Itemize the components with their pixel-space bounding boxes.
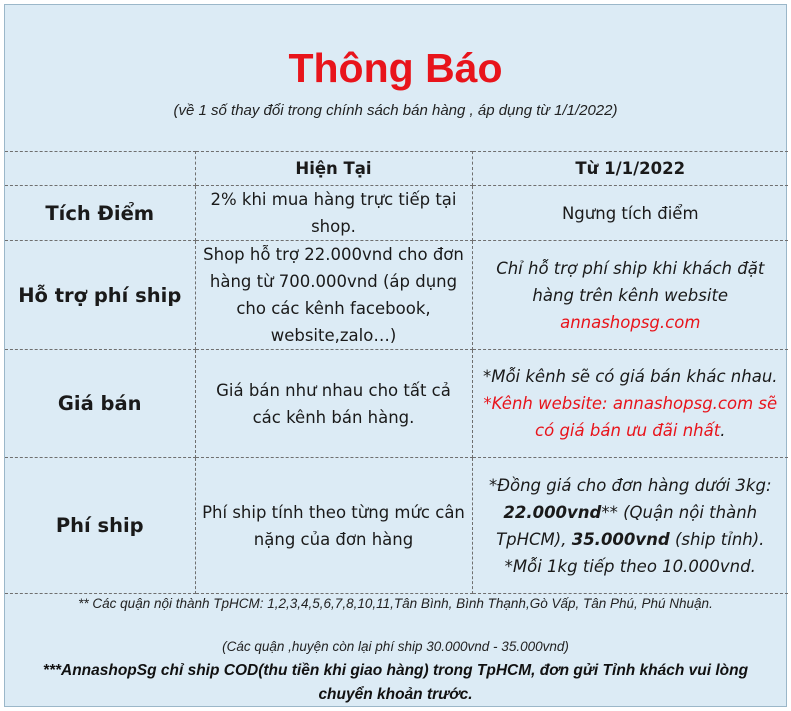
footnote-cod: ***AnnashopSg chỉ ship COD(thu tiền khi giao hàng) trong TpHCM, đơn gửi Tỉnh khách vui lòng chuyển khoản trước. <box>42 662 749 703</box>
policy-table <box>5 151 788 594</box>
notice-panel <box>4 4 787 707</box>
table-row-shipping-fee <box>5 458 788 594</box>
price-new <box>472 350 788 458</box>
header-current: Hiện Tại <box>195 152 472 186</box>
shipping-fee-new-p3: (ship tỉnh). <box>674 529 765 549</box>
shipping-price-inner: 22.000vnd <box>503 502 602 522</box>
shipping-price-province: 35.000vnd <box>571 529 670 549</box>
footnote-other-districts: (Các quận ,huyện còn lại phí ship 30.000vnd - 35.000vnd) <box>222 639 569 654</box>
ship-support-new <box>472 241 788 350</box>
shipping-fee-current: Phí ship tính theo từng mức cân nặng của đơn hàng <box>195 458 472 594</box>
price-new-line1: *Mỗi kênh sẽ có giá bán khác nhau. <box>482 367 778 386</box>
price-current: Giá bán như nhau cho tất cả các kênh bán hàng. <box>195 350 472 458</box>
shipping-fee-new <box>472 458 788 594</box>
ship-support-current: Shop hỗ trợ 22.000vnd cho đơn hàng từ 700.000vnd (áp dụng cho các kênh facebook, website,zalo…) <box>195 241 472 350</box>
price-new-line2-end: . <box>720 421 726 440</box>
row-label-ship-support: Hỗ trợ phí ship <box>5 241 195 350</box>
notice-subtitle: (về 1 số thay đổi trong chính sách bán hàng , áp dụng từ 1/1/2022) <box>173 102 618 119</box>
shipping-fee-new-p4: *Mỗi 1kg tiếp theo 10.000vnd. <box>504 556 756 576</box>
table-row-ship-support <box>5 241 788 350</box>
table-row-points <box>5 186 788 241</box>
points-new: Ngưng tích điểm <box>472 186 788 241</box>
shipping-fee-new-p2: ** (Quận nội thành TpHCM), <box>496 502 758 549</box>
row-label-price: Giá bán <box>5 350 195 458</box>
header-new: Từ 1/1/2022 <box>472 152 788 186</box>
table-row-price <box>5 350 788 458</box>
footnote-districts: ** Các quận nội thành TpHCM: 1,2,3,4,5,6,7,8,10,11,Tân Bình, Bình Thạnh,Gò Vấp, Tân Phú, Phú Nhuận. <box>78 596 713 611</box>
shipping-fee-new-p1: *Đồng giá cho đơn hàng dưới 3kg: <box>488 475 772 495</box>
notice-title: Thông Báo <box>288 45 503 91</box>
price-new-line2: *Kênh website: annashopsg.com sẽ có giá bán ưu đãi nhất <box>483 394 778 440</box>
header-empty <box>5 152 195 186</box>
row-label-points: Tích Điểm <box>5 186 195 241</box>
row-label-shipping-fee: Phí ship <box>5 458 195 594</box>
table-header-row <box>5 152 788 186</box>
ship-support-new-text: Chỉ hỗ trợ phí ship khi khách đặt hàng trên kênh website <box>496 258 765 305</box>
points-current: 2% khi mua hàng trực tiếp tại shop. <box>195 186 472 241</box>
website-link[interactable]: annashopsg.com <box>560 312 701 332</box>
